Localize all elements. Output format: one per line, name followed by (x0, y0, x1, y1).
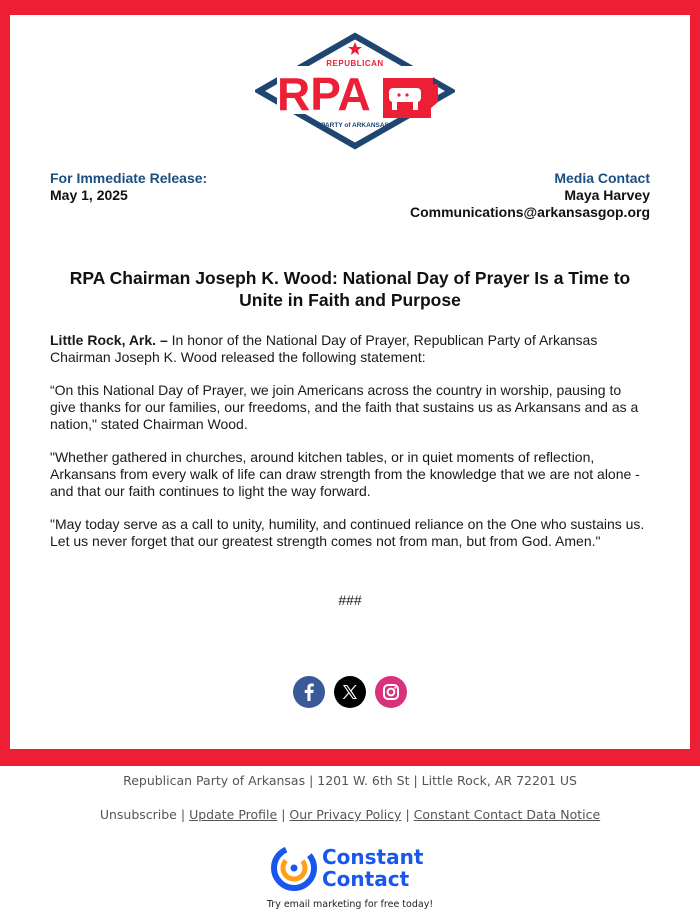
end-marker: ### (338, 592, 362, 608)
intro-paragraph (50, 332, 650, 366)
rpa-logo (255, 32, 455, 150)
quote-paragraph-3: "May today serve as a call to unity, humility, and continued reliance on the One who sustains us. Let us never forget that our greatest strength comes not from man, but from God. Amen." (50, 516, 645, 549)
update-profile-link[interactable]: Update Profile (189, 807, 278, 822)
headline: RPA Chairman Joseph K. Wood: National Day of Prayer Is a Time to Unite in Faith and Purpose (69, 268, 631, 310)
footer-links (0, 807, 700, 822)
footer-divider: | (180, 807, 186, 822)
email-card (10, 15, 690, 749)
contact-block (410, 170, 650, 221)
release-block (50, 170, 207, 204)
elephant-icon (383, 78, 438, 118)
cc-line1: Constant (322, 845, 424, 869)
footer-divider: | (405, 807, 410, 822)
footer-divider: | (281, 807, 286, 822)
contact-email[interactable]: Communications@arkansasgop.org (409, 204, 650, 220)
instagram-icon[interactable] (375, 676, 407, 708)
footer-address: Republican Party of Arkansas | 1201 W. 6th St | Little Rock, AR 72201 US (123, 773, 577, 788)
cc-tagline[interactable]: Try email marketing for free today! (266, 899, 434, 910)
release-label: For Immediate Release: (50, 170, 208, 186)
contact-label: Media Contact (554, 170, 650, 186)
x-icon[interactable] (334, 676, 366, 708)
quote-paragraph-1: “On this National Day of Prayer, we join Americans across the country in worship, pausing to give thanks for our families, our freedoms, and the faith that sustains us as Arkansans and as a nation," stated Chairman Wood. (50, 382, 639, 432)
constant-contact-wordmark[interactable] (322, 846, 423, 890)
logo-main-text: RPA (277, 68, 371, 120)
data-notice-link[interactable]: Constant Contact Data Notice (413, 807, 601, 822)
press-release-body (50, 332, 650, 566)
constant-contact-icon (270, 842, 322, 894)
cc-line2: Contact (322, 867, 410, 891)
intro-text: In honor of the National Day of Prayer, Republican Party of Arkansas Chairman Joseph K. Wood released the following statement: (50, 332, 598, 365)
contact-name: Maya Harvey (564, 187, 650, 203)
dateline: Little Rock, Ark. – (50, 332, 168, 348)
logo-top-text: REPUBLICAN (326, 59, 384, 68)
logo-bottom-text: PARTY of ARKANSAS (321, 122, 389, 129)
facebook-icon[interactable] (293, 676, 325, 708)
quote-paragraph-2: "Whether gathered in churches, around kitchen tables, or in quiet moments of reflection, Arkansans from every walk of life can draw strength from the knowledge that we are not alone - and that our faith continues to light the way forward. (50, 449, 640, 499)
unsubscribe-link[interactable]: Unsubscribe (99, 807, 177, 822)
release-date: May 1, 2025 (50, 187, 128, 203)
social-links (293, 676, 407, 710)
privacy-policy-link[interactable]: Our Privacy Policy (289, 807, 402, 822)
